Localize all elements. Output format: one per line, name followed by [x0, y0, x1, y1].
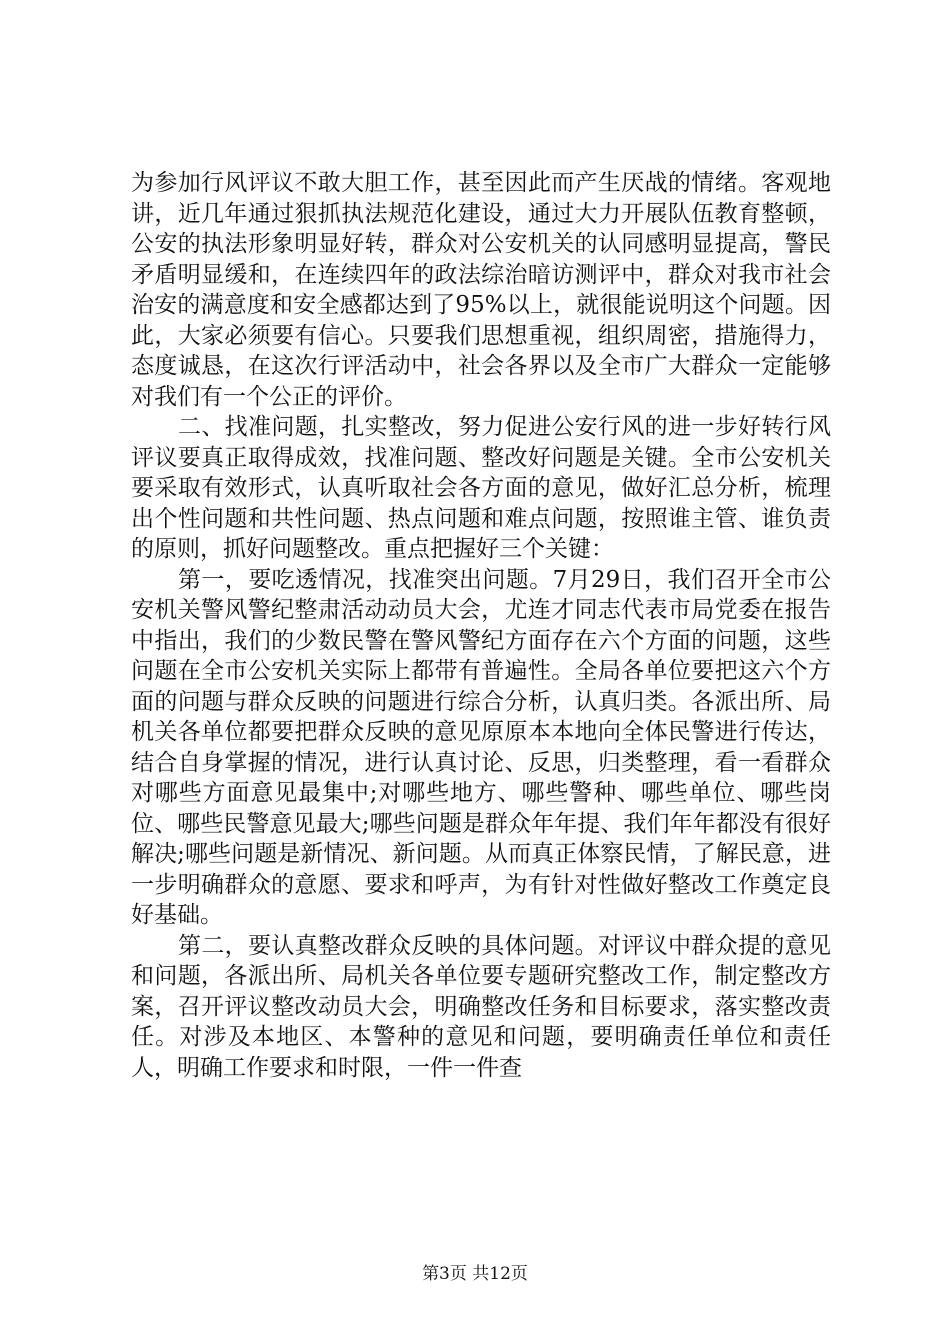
paragraph-1: 为参加行风评议不敢大胆工作，甚至因此而产生厌战的情绪。客观地讲，近几年通过狠抓执法规范化建设，通过大力开展队伍教育整顿，公安的执法形象明显好转，群众对公安机关的认同感明显提高，警民矛盾明显缓和，在连续四年的政法综治暗访测评中，群众对我市社会治安的满意度和安全感都达到了95%以上，就很能说明这个问题。因此，大家必须要有信心。只要我们思想重视，组织周密，措施得力，态度诚恳，在这次行评活动中，社会各界以及全市广大群众一定能够对我们有一个公正的评价。: [131, 170, 831, 410]
page-number-footer: 第3页 共12页: [422, 1264, 528, 1284]
paragraph-3: 第一，要吃透情况，找准突出问题。7月29日，我们召开全市公安机关警风警纪整肃活动动员大会，尤连才同志代表市局党委在报告中指出，我们的少数民警在警风警纪方面存在六个方面的问题，这些问题在全市公安机关实际上都带有普遍性。全局各单位要把这六个方面的问题与群众反映的问题进行综合分析，认真归类。各派出所、局机关各单位都要把群众反映的意见原原本本地向全体民警进行传达，结合自身掌握的情况，进行认真讨论、反思，归类整理，看一看群众对哪些方面意见最集中;对哪些地方、哪些警种、哪些单位、哪些岗位、哪些民警意见最大;哪些问题是群众年年提、我们年年都没有很好解决;哪些问题是新情况、新问题。从而真正体察民情，了解民意，进一步明确群众的意愿、要求和呼声，为有针对性做好整改工作奠定良好基础。: [131, 566, 831, 928]
paragraph-2: 二、找准问题，扎实整改，努力促进公安行风的进一步好转行风评议要真正取得成效，找准问题、整改好问题是关键。全市公安机关要采取有效形式，认真听取社会各方面的意见，做好汇总分析，梳理出个性问题和共性问题、热点问题和难点问题，按照谁主管、谁负责的原则，抓好问题整改。重点把握好三个关键：: [131, 414, 831, 562]
document-body: [131, 168, 831, 1083]
paragraph-4: 第二，要认真整改群众反映的具体问题。对评议中群众提的意见和问题，各派出所、局机关各单位要专题研究整改工作，制定整改方案，召开评议整改动员大会，明确整改任务和目标要求，落实整改责任。对涉及本地区、本警种的意见和问题，要明确责任单位和责任人，明确工作要求和时限，一件一件查: [131, 932, 831, 1081]
